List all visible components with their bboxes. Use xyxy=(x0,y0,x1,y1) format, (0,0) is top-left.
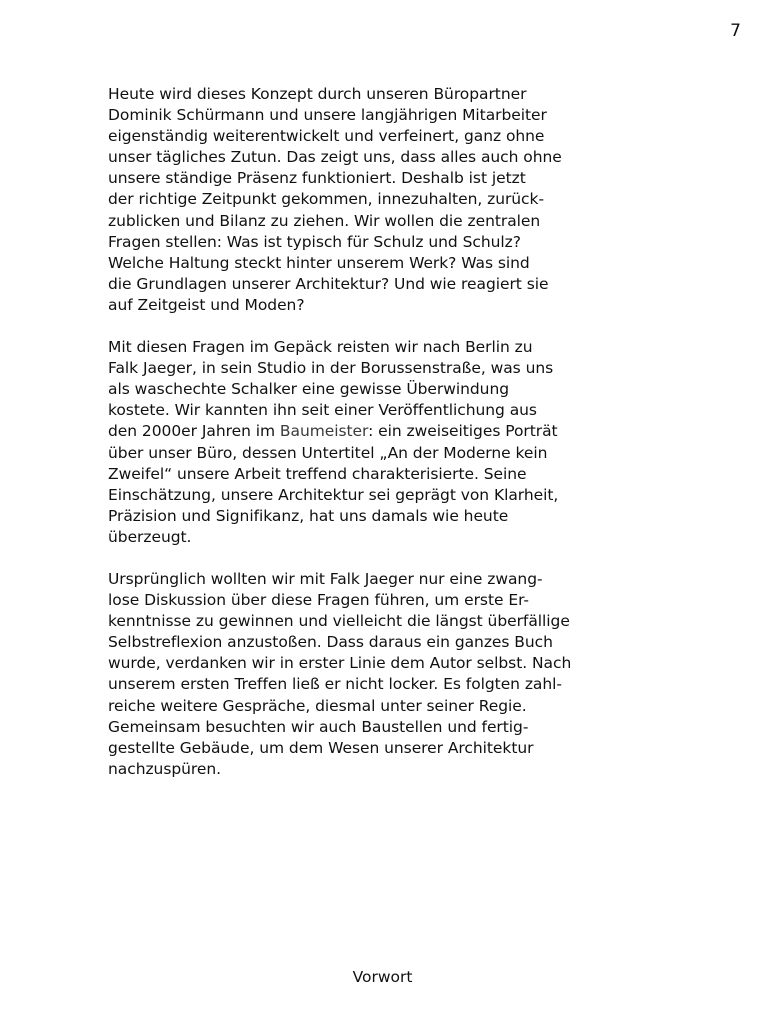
text-line: unserem ersten Treffen ließ er nicht locker. Es folgten zahl- xyxy=(108,675,562,694)
text-line: wurde, verdanken wir in erster Linie dem Autor selbst. Nach xyxy=(108,654,572,673)
text-line: kenntnisse zu gewinnen und vielleicht die längst überfällige xyxy=(108,612,570,631)
text-line: Ursprünglich wollten wir mit Falk Jaeger nur eine zwang- xyxy=(108,569,543,588)
text-line: unser tägliches Zutun. Das zeigt uns, dass alles auch ohne xyxy=(108,148,562,167)
text-line: gestellte Gebäude, um dem Wesen unserer Architektur xyxy=(108,738,534,757)
text-line: der richtige Zeitpunkt gekommen, innezuhalten, zurück- xyxy=(108,190,545,209)
text-segment: den 2000er Jahren im xyxy=(108,422,280,441)
text-line: Selbstreflexion anzustoßen. Dass daraus ein ganzes Buch xyxy=(108,633,553,652)
text-line: Welche Haltung steckt hinter unserem Werk? Was sind xyxy=(108,253,530,272)
text-line: eigenständig weiterentwickelt und verfeinert, ganz ohne xyxy=(108,127,545,146)
text-line: Fragen stellen: Was ist typisch für Schulz und Schulz? xyxy=(108,232,521,251)
text-line: Mit diesen Fragen im Gepäck reisten wir nach Berlin zu xyxy=(108,338,533,357)
footer-section-title: Vorwort xyxy=(352,968,413,986)
text-line: die Grundlagen unserer Architektur? Und wie reagiert sie xyxy=(108,274,549,293)
text-line: Gemeinsam besuchten wir auch Baustellen und fertig- xyxy=(108,717,529,736)
journal-name: Baumeister xyxy=(279,422,369,441)
text-line: Zweifel“ unsere Arbeit treffend charakterisierte. Seine xyxy=(108,464,527,483)
paragraph-3 xyxy=(108,569,628,780)
text-line: kostete. Wir kannten ihn seit einer Veröffentlichung aus xyxy=(108,401,537,420)
page-number: 7 xyxy=(730,21,741,41)
paragraph-1 xyxy=(108,84,628,316)
text-segment: : ein zweiseitiges Porträt xyxy=(368,422,558,441)
text-line: als waschechte Schalker eine gewisse Überwindung xyxy=(108,380,510,399)
text-line: nachzuspüren. xyxy=(108,759,222,778)
text-line: auf Zeitgeist und Moden? xyxy=(108,295,305,314)
text-line: Falk Jaeger, in sein Studio in der Borussenstraße, was uns xyxy=(108,359,554,378)
text-line: reiche weitere Gespräche, diesmal unter seiner Regie. xyxy=(108,696,527,715)
text-line: Dominik Schürmann und unsere langjährigen Mitarbeiter xyxy=(108,106,547,125)
paragraph-2 xyxy=(108,337,628,548)
text-line: Präzision und Signifikanz, hat uns damals wie heute xyxy=(108,506,509,525)
text-line: Einschätzung, unsere Architektur sei geprägt von Klarheit, xyxy=(108,485,559,504)
text-line: überzeugt. xyxy=(108,527,192,546)
text-line xyxy=(108,421,628,442)
text-line: Heute wird dieses Konzept durch unseren Büropartner xyxy=(108,85,527,103)
text-line: lose Diskussion über diese Fragen führen, um erste Er- xyxy=(108,591,529,610)
text-line: unsere ständige Präsenz funktioniert. Deshalb ist jetzt xyxy=(108,169,526,188)
body-text xyxy=(108,84,628,801)
text-line: zublicken und Bilanz zu ziehen. Wir wollen die zentralen xyxy=(108,211,541,230)
text-line: über unser Büro, dessen Untertitel „An der Moderne kein xyxy=(108,443,548,462)
